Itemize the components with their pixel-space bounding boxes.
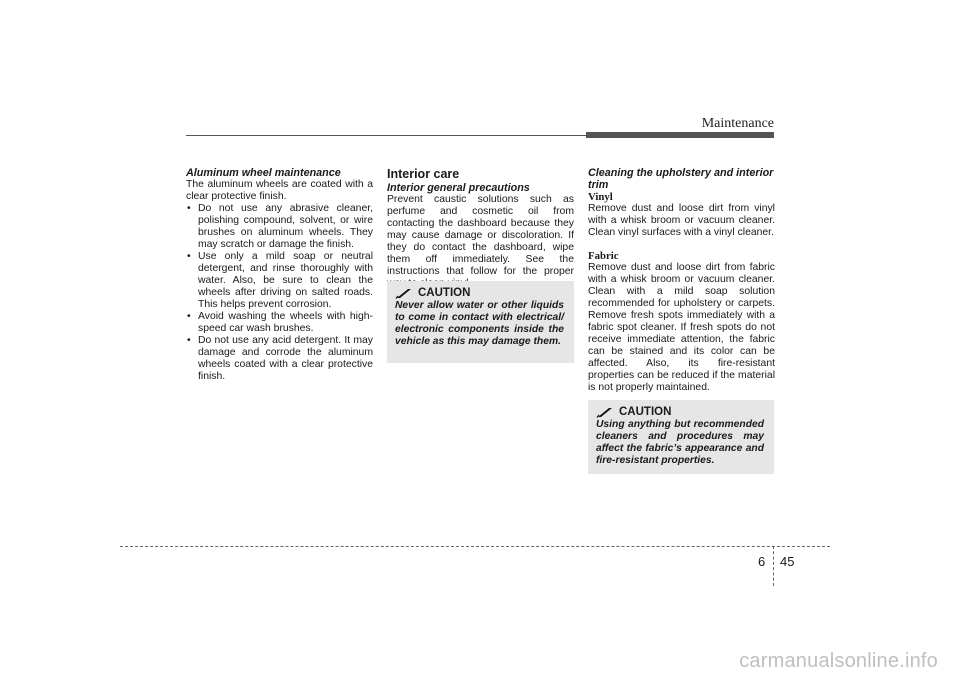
vinyl-heading: Vinyl <box>588 191 613 203</box>
caution-box-fabric <box>588 400 774 474</box>
wheel-bullet-list <box>186 203 373 383</box>
caution-text-fabric: Using anything but recommended cleaners and procedures may affect the fabric’s appearance and fire-resistant properties. <box>596 419 764 466</box>
vinyl-body: Remove dust and loose dirt from vinyl with a whisk broom or vacuum cleaner. Clean vinyl surfaces with a vinyl cleaner. <box>588 203 775 238</box>
watermark-text: carmanualsonline.info <box>739 650 938 672</box>
footer-dashed-divider <box>773 546 774 586</box>
fabric-body: Remove dust and loose dirt from fabric with a whisk broom or vacuum cleaner. Clean with a mild soap solution recommended for upholstery or carpets. Remove fresh spots immediately with a fabric spot cleaner. If fresh spots do not receive immediate attention, the fabric can be stained and its color can be affected. Also, its fire-resistant properties can be reduced if the material is not properly maintained. <box>588 262 775 393</box>
caution-header-fabric <box>596 406 764 418</box>
page-number: 45 <box>780 554 795 569</box>
caution-label: CAUTION <box>418 287 471 299</box>
caution-header-electrical <box>395 287 564 299</box>
footer-dashed-rule <box>120 546 830 547</box>
wheel-maintenance-title: Aluminum wheel maintenance <box>186 167 341 179</box>
wheel-bullet-3: • Avoid washing the wheels with high-speed car wash brushes. <box>186 311 373 335</box>
interior-precautions-body: Prevent caustic solutions such as perfume and cosmetic oil from contacting the dashboard because they may cause damage or discoloration. If they do contact the dashboard, wipe them off immediately. See the instructions that follow for the proper <box>387 194 574 277</box>
caution-label: CAUTION <box>619 406 672 418</box>
upholstery-subheading: Cleaning the upholstery and interior trim <box>588 167 774 191</box>
column-interior-care <box>387 167 574 290</box>
chapter-number: 6 <box>758 554 766 569</box>
caution-text-electrical: Never allow water or other liquids to come in contact with electrical/ electronic components inside the vehicle as this may damage them. <box>395 300 564 347</box>
interior-care-heading: Interior care <box>387 167 460 181</box>
wheel-bullet-1: • Do not use any abrasive cleaner, polishing compound, solvent, or wire brushes on aluminum wheels. They may scratch or damage the finish. <box>186 203 373 251</box>
header-rule-line <box>186 135 586 136</box>
wheel-intro: The aluminum wheels are coated with a clear protective finish. <box>186 179 373 202</box>
caution-box-electrical <box>387 281 574 363</box>
header-rule-bar <box>586 132 774 138</box>
column-wheel-maintenance <box>186 167 373 383</box>
pen-icon <box>395 288 413 299</box>
fabric-heading: Fabric <box>588 250 619 262</box>
pen-icon <box>596 407 614 418</box>
column-upholstery <box>588 167 775 394</box>
interior-precautions-subheading: Interior general precautions <box>387 182 530 194</box>
wheel-bullet-2: • Use only a mild soap or neutral detergent, and rinse thoroughly with water. Also, be sure to clean the wheels after driving on salted roads. This helps prevent corrosion. <box>186 251 373 311</box>
wheel-bullet-4: • Do not use any acid detergent. It may damage and corrode the aluminum wheels coated with a clear protective finish. <box>186 335 373 383</box>
section-title: Maintenance <box>701 116 774 131</box>
